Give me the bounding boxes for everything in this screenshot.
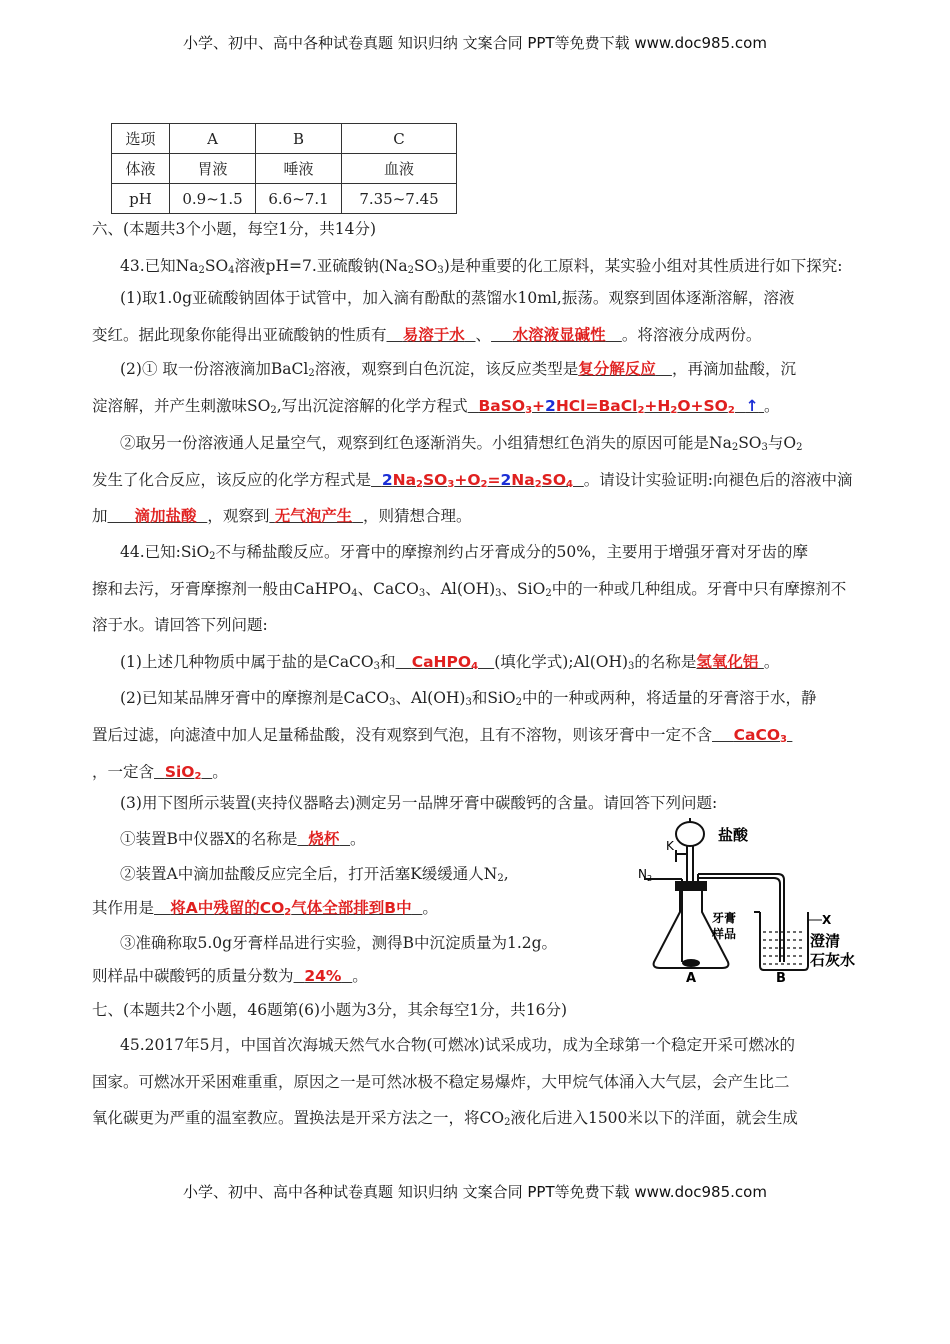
answer: 滴加盐酸 [134, 507, 197, 525]
q44-part3-q3-line1: ③准确称取5.0g牙膏样品进行实验，测得B中沉淀质量为1.2g。 [120, 934, 558, 952]
sample-solid [682, 959, 700, 967]
answer: CaHPO$_4$ [411, 653, 479, 672]
answer: 易溶于水 [402, 326, 465, 344]
answer: 氢氧化铝 [696, 653, 759, 671]
q43-part2-line1: (2)① 取一份溶液滴加BaCl$_2$溶液，观察到白色沉淀，该反应类型是复分解反应 ，再滴加盐酸，沉 [120, 360, 796, 379]
q44-part3-q1: ①装置B中仪器X的名称是 烧杯 。 [120, 830, 366, 848]
q43-part3-line2: 发生了化合反应，该反应的化学方程式是 $2Na_2SO_3+O_2=2Na_2SO_4$ 。请设计实验证明:向褪色后的溶液中滴 [92, 471, 853, 490]
answer: 24% [304, 967, 342, 985]
table-cell: 胃液 [170, 154, 256, 184]
label-sample-2: 样品 [712, 927, 737, 941]
answer: 水溶液显碱性 [512, 326, 606, 344]
table-cell: 6.6~7.1 [256, 184, 342, 214]
q43-part1-line2: 变红。据此现象你能得出亚硫酸钠的性质有 易溶于水 、 水溶液显碱性 。将溶液分成两份。 [92, 326, 762, 344]
apparatus-figure [632, 812, 864, 984]
page-header: 小学、初中、高中各种试卷真题 知识归纳 文案合同 PPT等免费下载 www.doc985.com [183, 34, 767, 52]
funnel-bulb [676, 822, 704, 846]
q44-intro-line1: 44.已知:SiO$_2$不与稀盐酸反应。牙膏中的摩擦剂约占牙膏成分的50%，主要用于增强牙膏对牙齿的摩 [120, 543, 808, 562]
table-cell: 体液 [112, 154, 170, 184]
answer: CaCO$_3$ [733, 726, 787, 745]
q44-part3-q3-line2: 则样品中碳酸钙的质量分数为 24% 。 [92, 967, 368, 985]
answer: $2Na_2SO_3+O_2=2Na_2SO_4$ [381, 471, 573, 490]
answer: $BaSO_3+2HCl=BaCl_2+H_2O+SO_2$ ↑ [478, 397, 759, 416]
answer: SiO$_2$ [164, 763, 202, 782]
table-row [112, 184, 457, 214]
table-cell: 选项 [112, 124, 170, 154]
q44-part2-line2: 置后过滤，向滤渣中加人足量稀盐酸，没有观察到气泡，且有不溶物，则该牙膏中一定不含 CaCO$_3$ [92, 725, 792, 745]
label-a: A [686, 971, 697, 984]
q44-part2-line3: ，一定含 SiO$_2$ 。 [92, 763, 228, 782]
q44-intro-line3: 溶于水。请回答下列问题: [92, 616, 268, 634]
q44-part1: (1)上述几种物质中属于盐的是CaCO$_3$和 CaHPO$_4$ (填化学式)$;Al(OH)_3$的名称是氢氧化铝 。 [120, 653, 780, 672]
table-cell: 7.35~7.45 [342, 184, 457, 214]
q43-part2-line2: 淀溶解，并产生刺激味$SO_2$,写出沉淀溶解的化学方程式 $BaSO_3+2HCl=BaCl_2+H_2O+SO_2$ ↑ 。 [92, 397, 780, 416]
q45-line3: 氧化碳更为严重的温室教应。置换法是开采方法之一，将$CO_2$液化后进入1500米以下的洋面，就会生成 [92, 1109, 798, 1128]
label-limewater-2: 石灰水 [810, 951, 856, 969]
label-sample-1: 牙膏 [712, 911, 737, 925]
table-cell: pH [112, 184, 170, 214]
q44-part3-q2-line2: 其作用是 将A中残留的$CO_2$气体全部排到B中 。 [92, 899, 438, 918]
answer: 将A中残留的$CO_2$气体全部排到B中 [170, 899, 412, 918]
label-hcl: 盐酸 [718, 826, 749, 844]
page-footer: 小学、初中、高中各种试卷真题 知识归纳 文案合同 PPT等免费下载 www.doc985.com [183, 1183, 767, 1201]
q43-part3-line3: 加 滴加盐酸 ，观察到 无气泡产生 ，则猜想合理。 [92, 507, 472, 525]
table-cell: B [256, 124, 342, 154]
table-cell: C [342, 124, 457, 154]
table-cell: 唾液 [256, 154, 342, 184]
section-7-heading: 七、(本题共2个小题，46题第(6)小题为3分，其余每空1分，共16分) [92, 1001, 568, 1019]
table-cell: 血液 [342, 154, 457, 184]
table-row [112, 154, 457, 184]
q44-intro-line2: 擦和去污，牙膏摩擦剂一般由CaHPO$_4$、CaCO$_3$、$Al(OH)_3$、SiO$_2$中的一种或几种组成。牙膏中只有摩擦剂不 [92, 580, 847, 599]
label-b: B [776, 971, 786, 984]
label-k: K [666, 839, 674, 853]
answer: 烧杯 [308, 830, 340, 848]
q44-part3: (3)用下图所示装置(夹持仪器略去)测定另一品牌牙膏中碳酸钙的含量。请回答下列问题: [120, 794, 718, 812]
q45-line1: 45.2017年5月，中国首次海城天然气水合物(可燃冰)试采成功，成为全球第一个稳定开采可燃冰的 [120, 1036, 796, 1054]
q43-intro: 43.已知$Na_2SO_4$溶液pH=7.亚硫酸钠$(Na_2SO_3)$是种重要的化工原料，某实验小组对其性质进行如下探究: [120, 257, 843, 276]
table-row [112, 124, 457, 154]
label-limewater-1: 澄清 [810, 932, 841, 950]
section-6-heading: 六、(本题共3个小题，每空1分，共14分) [92, 220, 377, 238]
label-x: X [822, 913, 832, 927]
q44-part3-q2-line1: ②装置A中滴加盐酸反应完全后，打开活塞K缓缓通人$N_2$, [120, 865, 509, 884]
table-cell: A [170, 124, 256, 154]
q43-part3-line1: ②取另一份溶液通人足量空气，观察到红色逐渐消失。小组猜想红色消失的原因可能是$Na_2SO_3$与$O_2$ [120, 434, 803, 453]
label-n2: $N_2$ [638, 867, 653, 883]
ph-table [111, 123, 457, 214]
q43-part1-line1: (1)取1.0g亚硫酸钠固体于试管中，加入滴有酚酞的蒸馏水10ml,振荡。观察到固体逐渐溶解，溶液 [120, 289, 795, 307]
q44-part2-line1: (2)已知某品牌牙膏中的摩擦剂是CaCO$_3$、$Al(OH)_3$和SiO$_2$中的一种或两种，将适量的牙膏溶于水，静 [120, 689, 817, 708]
answer: 复分解反应 [578, 360, 656, 378]
table-cell: 0.9~1.5 [170, 184, 256, 214]
answer: 无气泡产生 [274, 507, 353, 525]
q45-line2: 国家。可燃冰开采困难重重，原因之一是可然冰极不稳定易爆炸，大甲烷气体涌入大气层，会产生比二 [92, 1073, 790, 1091]
